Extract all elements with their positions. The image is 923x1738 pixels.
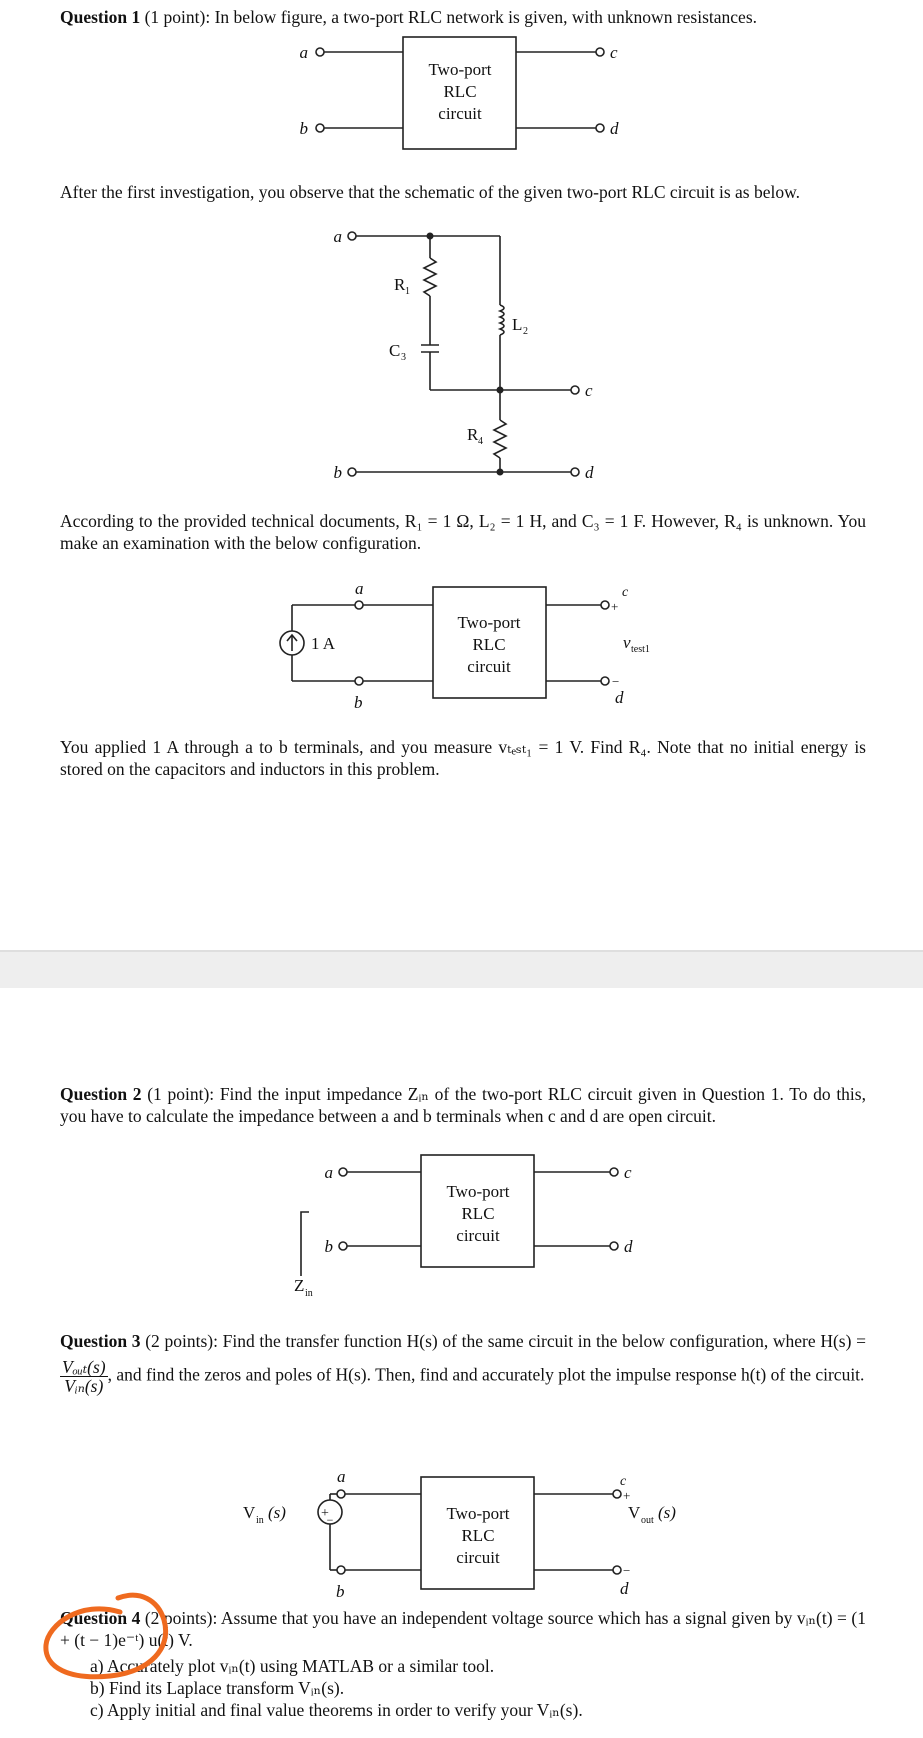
q1-para4: You applied 1 A through a to b terminals, and you measure vₜₑₛₜ₁ = 1 V. Find R₄. Note that no initial energy is stored on the capacitors and inductors in this problem.	[60, 737, 866, 779]
fig5-label-d: d	[620, 1579, 629, 1598]
fig2-label-c: c	[585, 381, 593, 400]
q1-heading: Question 1	[60, 7, 141, 27]
fig1-box-line1: Two-port	[428, 60, 492, 79]
fig1-label-c: c	[610, 43, 618, 62]
fig4-label-a: a	[324, 1163, 333, 1182]
zin-label: Z	[294, 1276, 305, 1295]
vsrc-minus: −	[326, 1513, 334, 1527]
q4-item-b: b) Find its Laplace transform Vᵢₙ(s).	[90, 1678, 345, 1698]
q1-intro-text: (1 point): In below figure, a two-port RLC network is given, with unknown resistances.	[140, 7, 757, 27]
fig1-label-a: a	[299, 43, 308, 62]
c3-label: C	[389, 341, 401, 360]
fig3-plus: +	[611, 599, 619, 614]
r1-label: R	[394, 275, 406, 294]
l2-label-sub: 2	[523, 326, 528, 337]
r4-resistor	[494, 420, 506, 458]
vsrc-plus: +	[321, 1506, 329, 1521]
fig3-label-c: c	[622, 585, 629, 600]
fig5-label-c: c	[620, 1474, 627, 1489]
fig4-label-b: b	[324, 1237, 333, 1256]
zin-arrow	[301, 1212, 309, 1276]
q4-item-c: c) Apply initial and final value theorems in order to verify your Vᵢₙ(s).	[90, 1700, 583, 1720]
fig3-label-d: d	[615, 688, 624, 707]
fig4-label-d: d	[624, 1237, 633, 1256]
q3-body-1: (2 points): Find the transfer function H(s) of the same circuit in the below configuration, where H(s) =	[140, 1331, 866, 1351]
fig5-label-b: b	[336, 1582, 345, 1601]
q2-heading: Question 2	[60, 1084, 142, 1104]
fig4-label-c: c	[624, 1163, 632, 1182]
fig3-label-b: b	[354, 693, 363, 712]
q3-body-2: , and find the zeros and poles of H(s). Then, find and accurately plot the impulse response h(t) of the circuit.	[107, 1364, 865, 1385]
fig2-label-a: a	[333, 227, 342, 246]
fig4-box-line1: Two-port	[446, 1182, 510, 1201]
fig3-label-a: a	[355, 579, 364, 598]
q3-frac-num: Vₒᵤₜ(s)	[62, 1357, 106, 1377]
fig2-label-b: b	[333, 463, 342, 482]
zin-label-sub: in	[305, 1288, 313, 1299]
current-source-label: 1 A	[311, 634, 336, 653]
fig5-box-line3: circuit	[456, 1548, 500, 1567]
vin-label-s: (s)	[268, 1503, 286, 1522]
fig4-box-line3: circuit	[456, 1226, 500, 1245]
fig5-plus: +	[623, 1488, 631, 1503]
fig4-zin	[301, 1155, 618, 1276]
l2-label: L	[512, 315, 523, 334]
fig5-label-a: a	[337, 1467, 346, 1486]
fig1-label-d: d	[610, 119, 619, 138]
fig3-minus: −	[612, 674, 620, 689]
fig1-label-b: b	[299, 119, 308, 138]
fig3-box-line3: circuit	[467, 657, 511, 676]
q2-body: (1 point): Find the input impedance Zᵢₙ of the two-port RLC circuit given in Question 1. To do this, you have to calculate the impedance between a and b terminals when c and d are open circuit.	[60, 1084, 866, 1126]
fig3-box-line2: RLC	[472, 635, 506, 654]
orange-annotation	[46, 1595, 166, 1677]
q1-para3: According to the provided technical documents, R₁ = 1 Ω, L₂ = 1 H, and C₃ = 1 F. However, R₄ is unknown. You make an examination with the below configuration.	[60, 511, 866, 553]
fig5-box-line2: RLC	[461, 1526, 495, 1545]
r1-resistor	[424, 258, 436, 296]
vin-label-sub: in	[256, 1515, 264, 1526]
q4-body: (2 points): Assume that you have an independent voltage source which has a signal given by vᵢₙ(t) = (1 + (t − 1)e⁻ᵗ) u(t) V.	[60, 1608, 866, 1650]
fig2-label-d: d	[585, 463, 594, 482]
fig3-box-line1: Two-port	[457, 613, 521, 632]
q3-heading: Question 3	[60, 1331, 141, 1351]
q3-frac-den: Vᵢₙ(s)	[64, 1376, 104, 1396]
fig4-box-line2: RLC	[461, 1204, 495, 1223]
r1-label-sub: 1	[405, 286, 410, 297]
vin-label: V	[243, 1503, 256, 1522]
fig1-box-line3: circuit	[438, 104, 482, 123]
l2-inductor	[500, 305, 504, 335]
vout-label: V	[628, 1503, 641, 1522]
vout-label-sub: out	[641, 1515, 654, 1526]
vtest-label: v	[623, 633, 631, 652]
r4-label-sub: 4	[478, 436, 483, 447]
q4-heading: Question 4	[60, 1608, 141, 1628]
fig1-box-line2: RLC	[443, 82, 477, 101]
r4-label: R	[467, 425, 479, 444]
fig2-schematic	[348, 232, 579, 476]
q4-item-a: a) Accurately plot vᵢₙ(t) using MATLAB or a similar tool.	[90, 1656, 495, 1676]
q1-para2: After the first investigation, you observe that the schematic of the given two-port RLC circuit is as below.	[60, 182, 800, 202]
junction-dots	[427, 233, 504, 476]
vout-label-s: (s)	[658, 1503, 676, 1522]
fig5-minus: −	[623, 1563, 631, 1578]
c3-label-sub: 3	[401, 352, 406, 363]
vtest-label-sub: test1	[631, 644, 650, 655]
fig5-box-line1: Two-port	[446, 1504, 510, 1523]
